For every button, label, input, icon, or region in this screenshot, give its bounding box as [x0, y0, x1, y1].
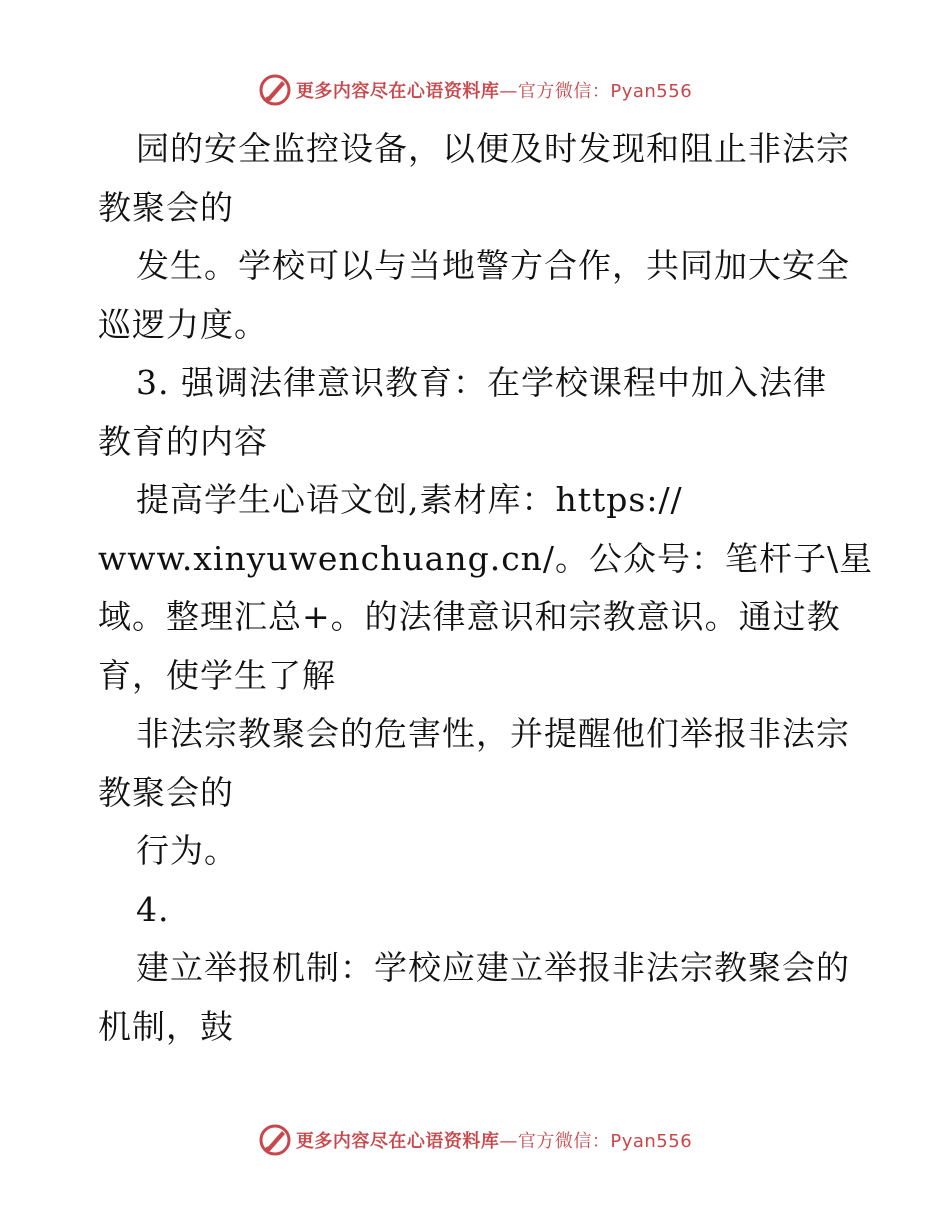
banner-wechat-label: 官方微信：	[517, 1131, 611, 1152]
text-line: 园的安全监控设备，以便及时发现和阻止非法宗	[136, 129, 850, 168]
text-line: 教育的内容	[98, 421, 268, 461]
text-line: 域。整理汇总+。的法律意识和宗教意识。通过教	[98, 597, 841, 636]
text-line: 提高学生心语文创,素材库：https://	[136, 480, 683, 519]
text-line: 巡逻力度。	[98, 304, 268, 344]
banner-account: Pyan556	[610, 81, 693, 102]
header-banner-text	[296, 77, 692, 103]
text-line: 发生。学校可以与当地警方合作，共同加大安全	[136, 246, 850, 285]
footer-banner-text	[296, 1127, 692, 1153]
footer-banner	[0, 1122, 950, 1158]
banner-main: 更多内容尽在心语资料库	[295, 81, 500, 102]
pen-logo-icon	[258, 1123, 292, 1157]
banner-dash: —	[499, 81, 518, 102]
text-line: 机制，鼓	[98, 1006, 234, 1046]
banner-wechat-label: 官方微信：	[517, 81, 611, 102]
banner-main: 更多内容尽在心语资料库	[295, 1131, 500, 1152]
text-line: 非法宗教聚会的危害性，并提醒他们举报非法宗	[136, 714, 850, 753]
document-body	[98, 120, 874, 1056]
pen-logo-icon	[258, 73, 292, 107]
text-line: 育，使学生了解	[98, 655, 336, 695]
banner-dash: —	[499, 1131, 518, 1152]
text-line: 4.	[136, 889, 170, 929]
text-line: 教聚会的	[98, 772, 234, 812]
header-banner	[0, 72, 950, 108]
text-line: 教聚会的	[98, 187, 234, 227]
banner-account: Pyan556	[610, 1131, 693, 1152]
text-line-link: www.xinyuwenchuang.cn/。公众号：笔杆子\星	[98, 538, 874, 578]
text-line: 建立举报机制：学校应建立举报非法宗教聚会的	[136, 948, 850, 987]
text-line: 3. 强调法律意识教育：在学校课程中加入法律	[136, 363, 827, 402]
text-line: 行为。	[136, 831, 238, 870]
